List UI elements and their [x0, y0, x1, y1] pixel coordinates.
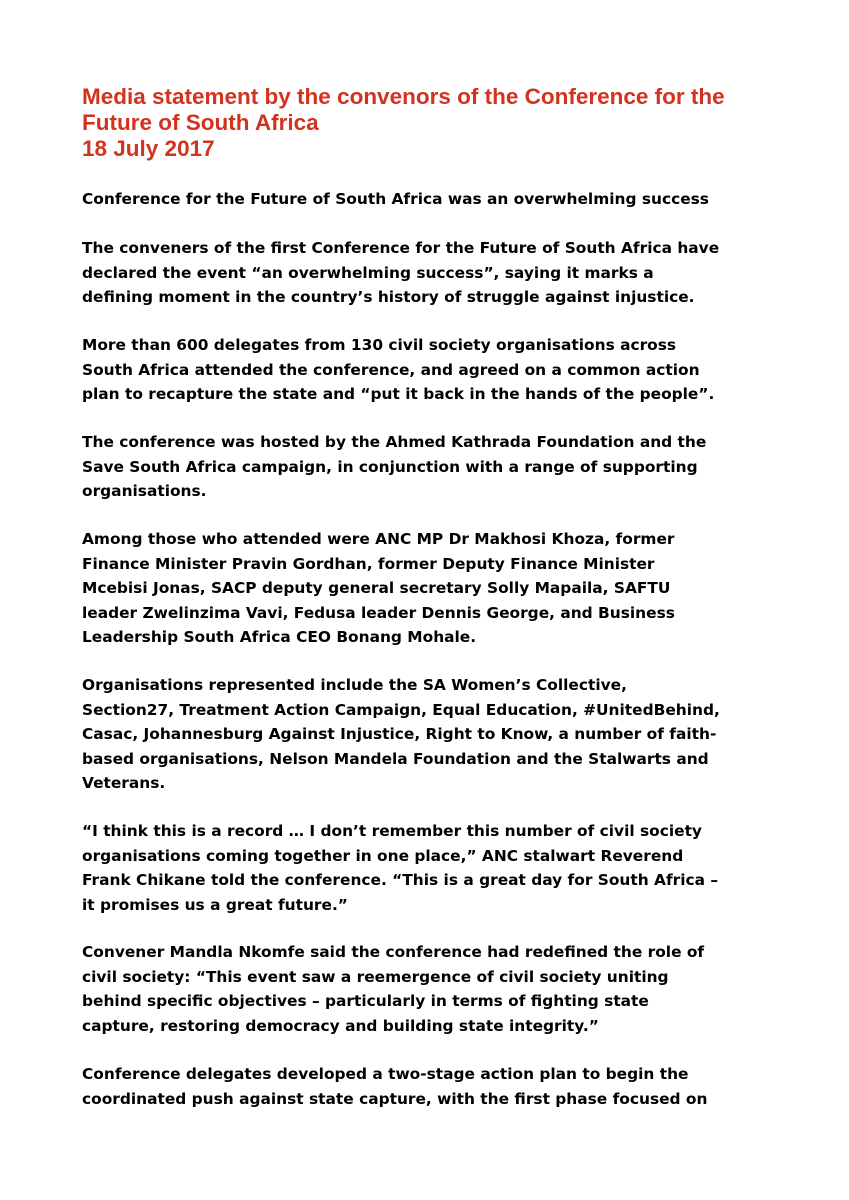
paragraph-line: based organisations, Nelson Mandela Foundation and the Stalwarts and: [82, 749, 709, 768]
paragraph-1: [82, 236, 782, 310]
paragraph-line: Conference delegates developed a two-stage action plan to begin the: [82, 1065, 689, 1083]
paragraph-line: Leadership South Africa CEO Bonang Mohale.: [82, 628, 477, 646]
paragraph-line: Frank Chikane told the conference. “This is a great day for South Africa –: [82, 871, 719, 889]
paragraph-line: behind specific objectives – particularly in terms of fighting state: [82, 992, 649, 1010]
paragraph-line: Save South Africa campaign, in conjunction with a range of supporting: [82, 457, 698, 476]
paragraph-line: Convener Mandla Nkomfe said the conference had redefined the role of: [82, 943, 705, 961]
paragraph-line: defining moment in the country’s history of struggle against injustice.: [82, 288, 695, 306]
paragraph-line: More than 600 delegates from 130 civil society organisations across: [82, 336, 677, 354]
paragraph-6: [82, 819, 782, 917]
paragraph-line: organisations.: [82, 482, 207, 500]
paragraph-7: [82, 940, 782, 1038]
paragraph-4: [82, 527, 782, 650]
paragraph-line: Veterans.: [82, 774, 166, 792]
paragraph-line: leader Zwelinzima Vavi, Fedusa leader Dennis George, and Business: [82, 603, 675, 622]
paragraph-line: Casac, Johannesburg Against Injustice, Right to Know, a number of faith-: [82, 725, 717, 743]
paragraph-line: South Africa attended the conference, and agreed on a common action: [82, 360, 700, 379]
paragraph-line: declared the event “an overwhelming success”, saying it marks a: [82, 263, 654, 282]
paragraph-5: [82, 673, 782, 796]
paragraph-line: The conveners of the first Conference for the Future of South Africa have: [82, 239, 720, 257]
paragraph-line: The conference was hosted by the Ahmed Kathrada Foundation and the: [82, 433, 707, 451]
headline-text: Conference for the Future of South Africa was an overwhelming success: [82, 190, 709, 208]
paragraph-2: [82, 333, 782, 407]
paragraph-line: coordinated push against state capture, with the first phase focused on: [82, 1089, 708, 1108]
paragraph-line: Among those who attended were ANC MP Dr Makhosi Khoza, former: [82, 530, 675, 548]
header-title-line-1: Media statement by the convenors of the Conference for the: [82, 84, 725, 109]
headline: [82, 187, 782, 212]
paragraph-8: [82, 1062, 782, 1111]
paragraph-line: “I think this is a record … I don’t remember this number of civil society: [82, 822, 702, 840]
statement-header: [82, 84, 782, 162]
paragraph-line: capture, restoring democracy and building state integrity.”: [82, 1016, 599, 1035]
header-title-line-2: Future of South Africa: [82, 110, 319, 135]
paragraph-line: civil society: “This event saw a reemergence of civil society uniting: [82, 967, 669, 986]
paragraph-line: Organisations represented include the SA Women’s Collective,: [82, 676, 627, 694]
paragraph-line: organisations coming together in one place,” ANC stalwart Reverend: [82, 846, 684, 865]
paragraph-line: Mcebisi Jonas, SACP deputy general secretary Solly Mapaila, SAFTU: [82, 579, 671, 597]
paragraph-3: [82, 430, 782, 504]
paragraph-line: it promises us a great future.”: [82, 895, 348, 914]
paragraph-line: Finance Minister Pravin Gordhan, former Deputy Finance Minister: [82, 554, 655, 573]
paragraph-line: plan to recapture the state and “put it back in the hands of the people”.: [82, 385, 715, 403]
paragraph-line: Section27, Treatment Action Campaign, Equal Education, #UnitedBehind,: [82, 700, 720, 719]
header-date: 18 July 2017: [82, 136, 215, 161]
